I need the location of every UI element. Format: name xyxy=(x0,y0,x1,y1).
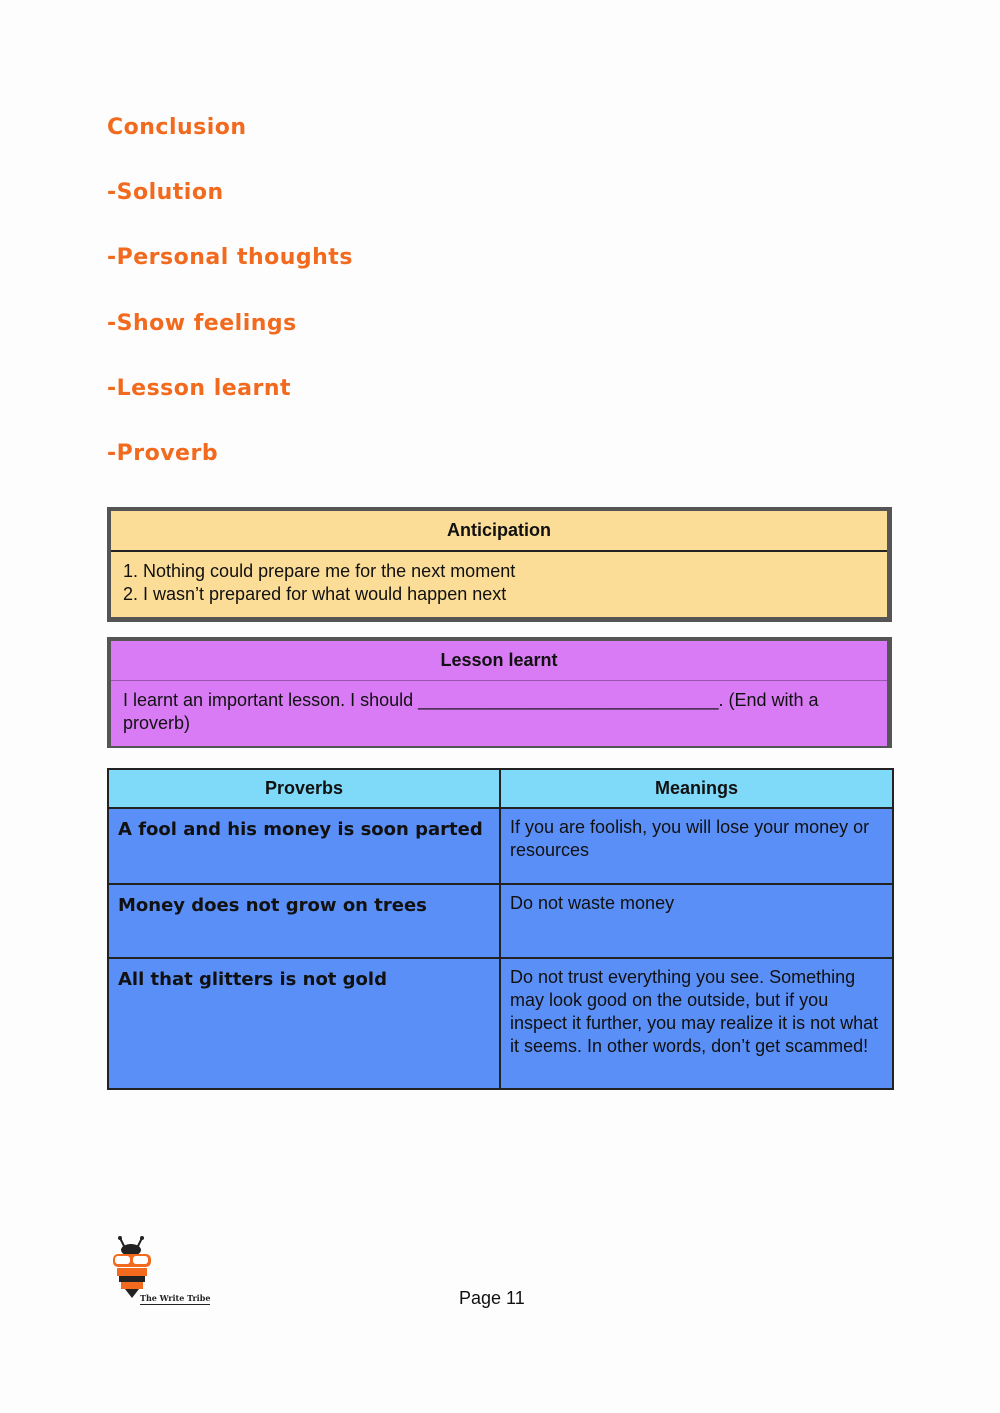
meaning-cell: Do not trust everything you see. Something may look good on the outside, but if you inspect it further, you may realize it is not what it seems. In other words, don’t get scammed! xyxy=(500,958,893,1089)
heading-solution: -Solution xyxy=(107,180,224,205)
anticipation-title: Anticipation xyxy=(111,511,887,552)
proverbs-table xyxy=(107,768,894,1090)
table-row xyxy=(108,808,893,884)
heading-proverb: -Proverb xyxy=(107,441,219,466)
lesson-learnt-box xyxy=(107,637,892,748)
anticipation-line-1: 1. Nothing could prepare me for the next moment xyxy=(123,561,516,581)
page-number: Page 11 xyxy=(459,1288,525,1308)
table-row xyxy=(108,958,893,1089)
heading-conclusion: Conclusion xyxy=(107,115,247,140)
anticipation-box xyxy=(107,507,892,622)
logo-text: The Write Tribe xyxy=(140,1293,211,1303)
table-row xyxy=(108,884,893,958)
header-meanings: Meanings xyxy=(500,769,893,808)
proverb-cell: A fool and his money is soon parted xyxy=(108,808,500,884)
anticipation-body xyxy=(111,552,887,614)
header-proverbs: Proverbs xyxy=(108,769,500,808)
proverb-cell: All that glitters is not gold xyxy=(108,958,500,1089)
lesson-learnt-title: Lesson learnt xyxy=(111,641,887,681)
anticipation-line-2: 2. I wasn’t prepared for what would happen next xyxy=(123,584,507,604)
meaning-cell: If you are foolish, you will lose your money or resources xyxy=(500,808,893,884)
meaning-cell: Do not waste money xyxy=(500,884,893,958)
heading-personal-thoughts: -Personal thoughts xyxy=(107,245,353,270)
proverb-cell: Money does not grow on trees xyxy=(108,884,500,958)
table-header-row xyxy=(108,769,893,808)
lesson-learnt-text: I learnt an important lesson. I should ______________________________. (End with a proverb) xyxy=(123,690,819,733)
heading-lesson-learnt: -Lesson learnt xyxy=(107,376,292,401)
heading-show-feelings: -Show feelings xyxy=(107,311,297,336)
